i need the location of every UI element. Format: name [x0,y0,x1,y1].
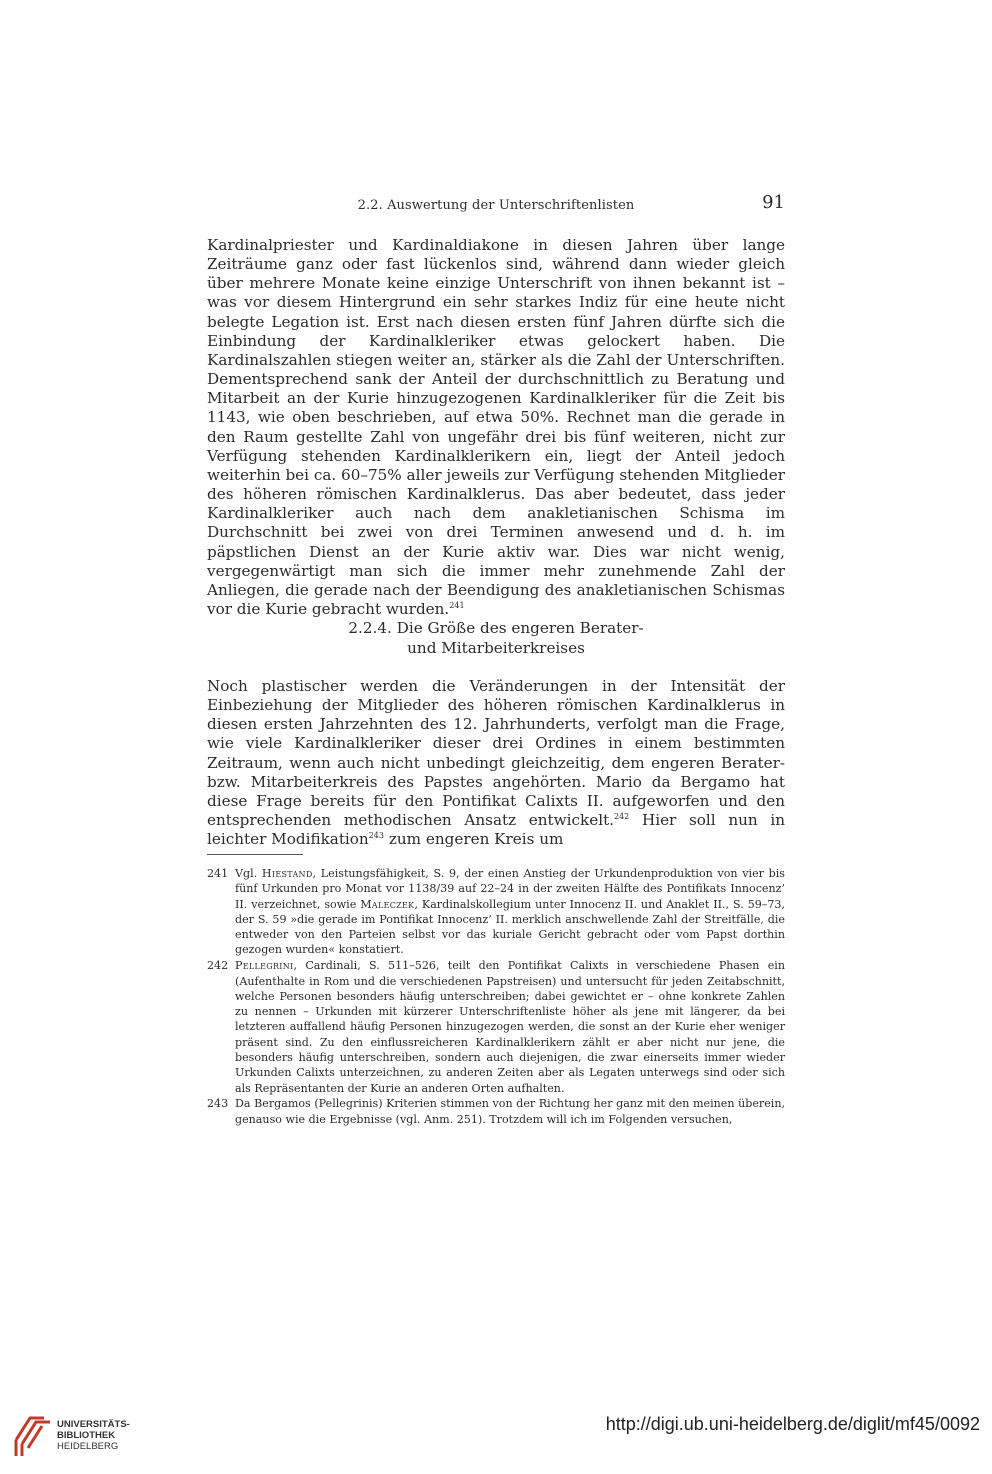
footnote-reference[interactable]: 241 [449,600,465,610]
footnote-text: , Cardinali, S. 511–526, teilt den Pontifikat Calixts in verschiedene Phasen ein (Aufenthalte in Rom und die verschiedenen Papstreisen) und untersucht für jeden Zeitabschnitt, welche Personen besonders häufig unterschreiben; dabei gewichtet er – ohne konkrete Zahlen zu nennen – Urkunden mit kürzerer Unterschriftenliste höher als jene mit längerer, da bei letzteren auffallend häufig Personen hinzugezogen werden, die sonst an der Kurie eher weniger präsent sind. Zu den einflussreicheren Kardinalklerikern zählt er aber nicht nur jene, die besonders häufig unterschreiben, sondern auch diejenigen, die zwar einerseits immer wieder Urkunden Calixts unterzeichnen, zu anderen Zeiten aber als Legaten unterwegs sind oder sich als Repräsentanten der Kurie an anderen Orten aufhalten. [235,959,785,1095]
paragraph-text: Kardinalpriester und Kardinaldiakone in diesen Jahren über lange Zeiträume ganz oder fast lückenlos sind, während dann wieder gleich über mehrere Monate keine einzige Unterschrift von ihnen bekannt ist – was vor diesem Hintergrund ein sehr starkes Indiz für eine heute nicht belegte Legation ist. Erst nach diesen ersten fünf Jahren dürfte sich die Einbindung der Kardinalkleriker etwas gelockert haben. Die Kardinalszahlen stiegen weiter an, stärker als die Zahl der Unterschriften. Dementsprechend sank der Anteil der durchschnittlich zu Beratung und Mitarbeit an der Kurie hinzugezogenen Kardinalkleriker für die Zeit bis 1143, wie oben beschrieben, auf etwa 50%. Rechnet man die gerade in den Raum gestellte Zahl von ungefähr drei bis fünf weiteren, nicht zur Verfügung stehenden Kardinalklerikern ein, liegt der Anteil jedoch weiterhin bei ca. 60–75% aller jeweils zur Verfügung stehenden Mitglieder des höheren römischen Kardinalklerus. Das aber bedeutet, dass jeder Kardinalkleriker auch nach dem anakletianischen Schisma im Durchschnitt bei zwei von drei Terminen anwesend und d. h. im päpstlichen Dienst an der Kurie aktiv war. Dies war nicht wenig, vergegenwärtigt man sich die immer mehr zunehmende Zahl der Anliegen, die gerade nach der Beendigung des anakletianischen Schismas vor die Kurie gebracht wurden. [207,236,786,618]
library-name-line: HEIDELBERG [57,1440,119,1452]
footnote-number: 242 [207,959,229,973]
library-logo-icon[interactable] [12,1410,54,1460]
running-title: 2.2. Auswertung der Unterschriftenlisten [357,198,635,213]
author-name: Maleczek [360,897,415,911]
paragraph-text: zum engeren Kreis um [384,830,564,849]
section-heading-line: 2.2.4. Die Größe des engeren Berater- [348,619,644,637]
permalink-url[interactable]: http://digi.ub.uni-heidelberg.de/diglit/mf45/0092 [605,1414,980,1434]
footnote-number: 241 [207,867,229,880]
footnote-reference[interactable]: 242 [614,812,630,822]
paragraph-text: Noch plastischer werden die Veränderungen in der Intensität der Einbeziehung der Mitglieder des höheren römischen Kardinalklerus in diesen ersten Jahrzehnten des 12. Jahrhunderts, verfolgt man die Frage, wie viele Kardinalkleriker dieser drei Ordines in einem bestimmten Zeitraum, wenn auch nicht unbedingt gleichzeitig, dem engeren Berater- bzw. Mitarbeiterkreis des Papstes angehörten. Mario da Bergamo hat diese Frage bereits für den Pontifikat Calixts II. aufgeworfen und den entsprechenden methodischen Ansatz entwickelt. [207,677,785,830]
footnote [207,1096,785,1127]
author-name: Pellegrini [235,959,294,973]
footnote-divider [207,854,303,855]
library-name-line: UNIVERSITÄTS- [57,1419,130,1430]
body-paragraph [207,677,785,849]
footnote-reference[interactable]: 243 [368,831,384,841]
author-name: Hiestand [261,867,313,880]
section-heading [207,618,785,658]
library-name [57,1420,130,1452]
footnotes [207,866,785,1128]
library-name-line: BIBLIOTHEK [57,1429,116,1441]
paragraph-text: Hier soll nun in leichter Modifikation [207,811,785,849]
footnote-number: 243 [207,1097,229,1111]
viewer-footer [0,1410,992,1474]
section-heading-line: und Mitarbeiterkreises [407,639,585,657]
footnote [207,958,785,1096]
page-number: 91 [762,192,785,213]
footnote-text: Vgl. [235,867,262,880]
footnote-text: Da Bergamos (Pellegrinis) Kriterien stimmen von der Richtung her ganz mit den meinen überein, genauso wie die Ergebnisse (vgl. Anm. 251). Trotzdem will ich im Folgenden versuchen, [235,1097,785,1126]
running-head [207,192,785,220]
body-paragraph [207,236,785,619]
footnote [207,866,785,958]
footnote-text: , Leistungsfähigkeit, S. 9, der einen Anstieg der Urkundenproduktion von vier bis fünf Urkunden pro Monat vor 1138/39 auf 22–24 in der zweiten Hälfte des Pontifikats Innocenz’ II. verzeichnet, sowie [235,867,785,911]
footnote-text: , Kardinalskollegium unter Innocenz II. und Anaklet II., S. 59–73, der S. 59 »die gerade im Pontifikat Innocenz’ II. merklich anschwellende Zahl der Streitfälle, die entweder von den Parteien selbst vor das kuriale Gericht gebracht oder vom Papst dorthin gezogen wurden« konstatiert. [235,897,785,957]
